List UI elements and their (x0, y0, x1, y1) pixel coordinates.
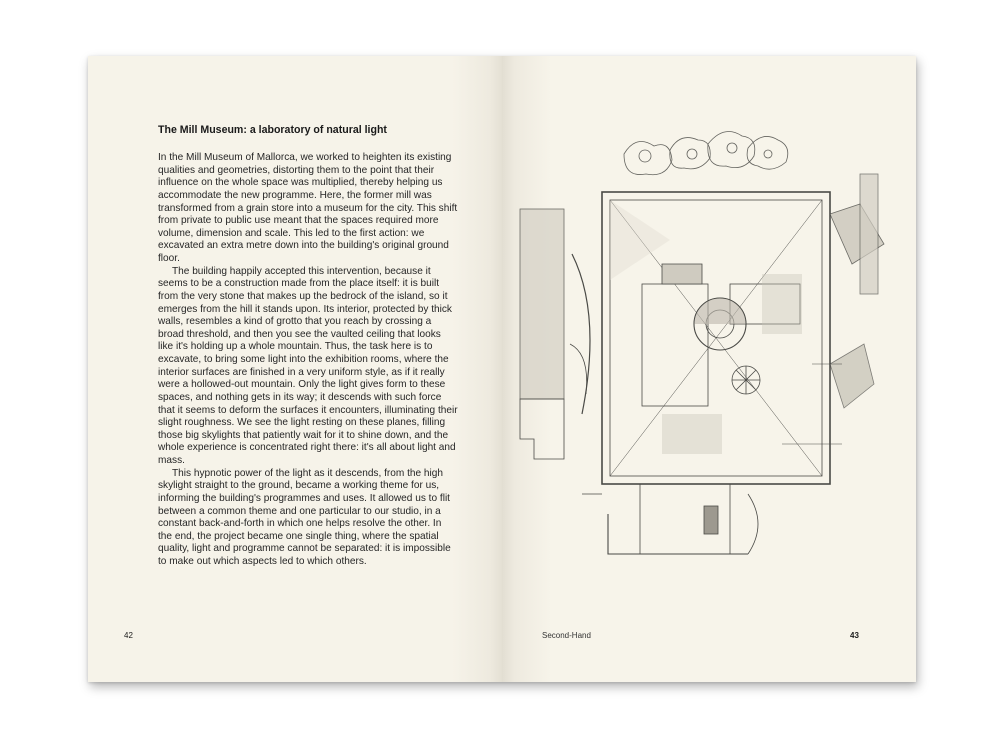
left-page (88, 56, 502, 682)
paragraph: In the Mill Museum of Mallorca, we worked to heighten its existing qualities and geometries, distorting them to the point that their influence on the whole space was multiplied, thereby helping us accommodate the new programme. Here, the former mill was transformed from a grain store into a museum for the city. This shift from private to public use meant that the spaces required more volume, dimension and scale. This led to the first action: we excavated an extra metre down into the building's original ground floor. (158, 152, 458, 264)
open-book (88, 56, 916, 682)
body-text (158, 152, 458, 569)
paragraph: The building happily accepted this intervention, because it seems to be a construction made from the place itself: it is built from the very stone that makes up the bedrock of the island, so it emerges from the hill it stands upon. Its interior, protected by thick walls, resembles a kind of grotto that you reach by crossing a broad threshold, and then you see the vaulted ceiling that looks like it's holding up a whole mountain. Thus, the task here is to excavate, to bring some light into the exhibition rooms, where the interior surfaces are finished in a very uniform style, as if it really were a hollowed-out mountain. Only the light gives form to these spaces, and nothing gets in its way; it descends with such force that it seems to deform the surfaces it encounters, illuminating their slight roughness. We see the light resting on these planes, filling those big skylights that patiently wait for it to shine down, and the whole experience is concentrated right there: it's all about light and mass. (158, 265, 458, 466)
page-number-right: 43 (850, 631, 859, 640)
right-page (502, 56, 916, 682)
page-number-left: 42 (124, 631, 133, 640)
running-title: Second-Hand (542, 631, 591, 640)
section-heading: The Mill Museum: a laboratory of natural light (158, 124, 387, 136)
paragraph: This hypnotic power of the light as it descends, from the high skylight straight to the ground, became a working theme for us, informing the building's programmes and uses. It allowed us to flit between a common theme and one particular to our studio, in a constant back-and-forth in which one helps resolve the other. In the end, the project became one single thing, where the spatial quality, light and programme cannot be separated: it is impossible to make out which aspects led to which others. (158, 467, 451, 567)
tree-sketches (624, 132, 788, 175)
architectural-plan-drawing (512, 114, 912, 584)
